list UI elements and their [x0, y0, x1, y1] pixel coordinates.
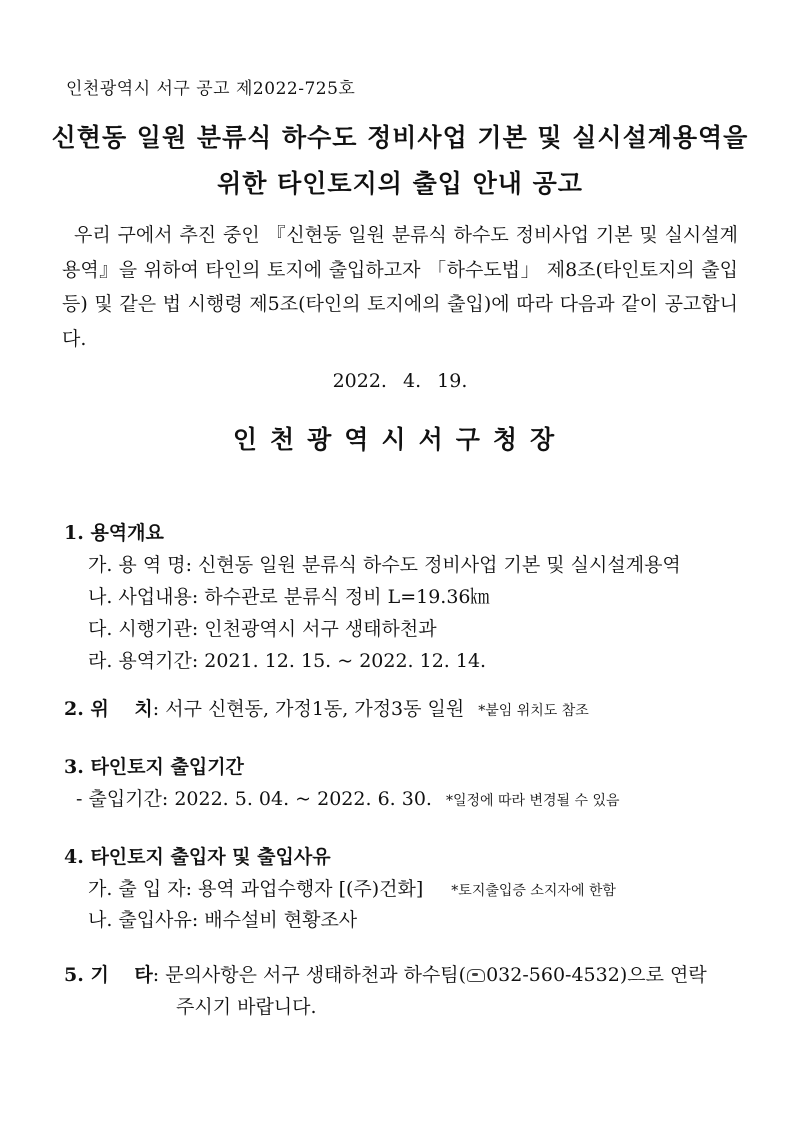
section-2-row [64, 694, 589, 721]
section-5-text-b: )으로 연락 [619, 964, 707, 986]
section-4-item-entrant-row [88, 874, 616, 901]
notice-date: 2022. 4. 19. [332, 370, 468, 392]
section-3-heading: 3. 타인토지 출입기간 [64, 756, 244, 778]
section-2-heading: 2. 위 치 [64, 698, 153, 720]
section-5-phone: 032-560-4532 [486, 964, 620, 986]
section-2-note: *붙임 위치도 참조 [478, 703, 589, 719]
intro-paragraph: 우리 구에서 추진 중인 『신현동 일원 분류식 하수도 정비사업 기본 및 실시설계용역』을 위하여 타인의 토지에 출입하고자 「하수도법」 제8조(타인토지의 출입 등) 및 같은 법 시행령 제5조(타인의 토지에의 출입)에 따라 다음과 같이 공고합니다. [62, 224, 738, 350]
section-5-text-line-2: 주시기 바랍니다. [176, 996, 317, 1018]
section-4-item-reason: 나. 출입사유: 배수설비 현황조사 [88, 909, 358, 931]
title-line-2: 위한 타인토지의 출입 안내 공고 [217, 169, 583, 198]
document-number: 인천광역시 서구 공고 제2022-725호 [66, 79, 356, 99]
section-5-text-a: : 문의사항은 서구 생태하천과 하수팀( [152, 964, 467, 986]
title-line-1: 신현동 일원 분류식 하수도 정비사업 기본 및 실시설계용역을 [51, 123, 749, 152]
section-4-item-entrant-note: *토지출입증 소지자에 한함 [451, 883, 616, 899]
section-2-text: : 서구 신현동, 가정1동, 가정3동 일원 [152, 698, 465, 720]
issuer-name: 인천광역시서구청장 [232, 425, 568, 454]
section-1-item-period: 라. 용역기간: 2021. 12. 15. ~ 2022. 12. 14. [88, 650, 487, 672]
telephone-icon [467, 969, 485, 982]
section-1-item-agency: 다. 시행기관: 인천광역시 서구 생태하천과 [88, 618, 437, 640]
section-1-item-content: 나. 사업내용: 하수관로 분류식 정비 L=19.36㎞ [88, 586, 490, 608]
section-3-row [76, 784, 620, 811]
section-4-heading: 4. 타인토지 출입자 및 출입사유 [64, 846, 331, 868]
section-1-item-name: 가. 용 역 명: 신현동 일원 분류식 하수도 정비사업 기본 및 실시설계용역 [88, 554, 681, 576]
section-3-text: - 출입기간: 2022. 5. 04. ~ 2022. 6. 30. [76, 788, 432, 810]
section-5-row [64, 960, 707, 987]
section-5-heading: 5. 기 타 [64, 964, 153, 986]
section-3-note: *일정에 따라 변경될 수 있음 [445, 793, 620, 809]
section-1-heading: 1. 용역개요 [64, 522, 164, 544]
section-4-item-entrant: 가. 출 입 자: 용역 과업수행자 [(주)건화] [88, 878, 424, 900]
